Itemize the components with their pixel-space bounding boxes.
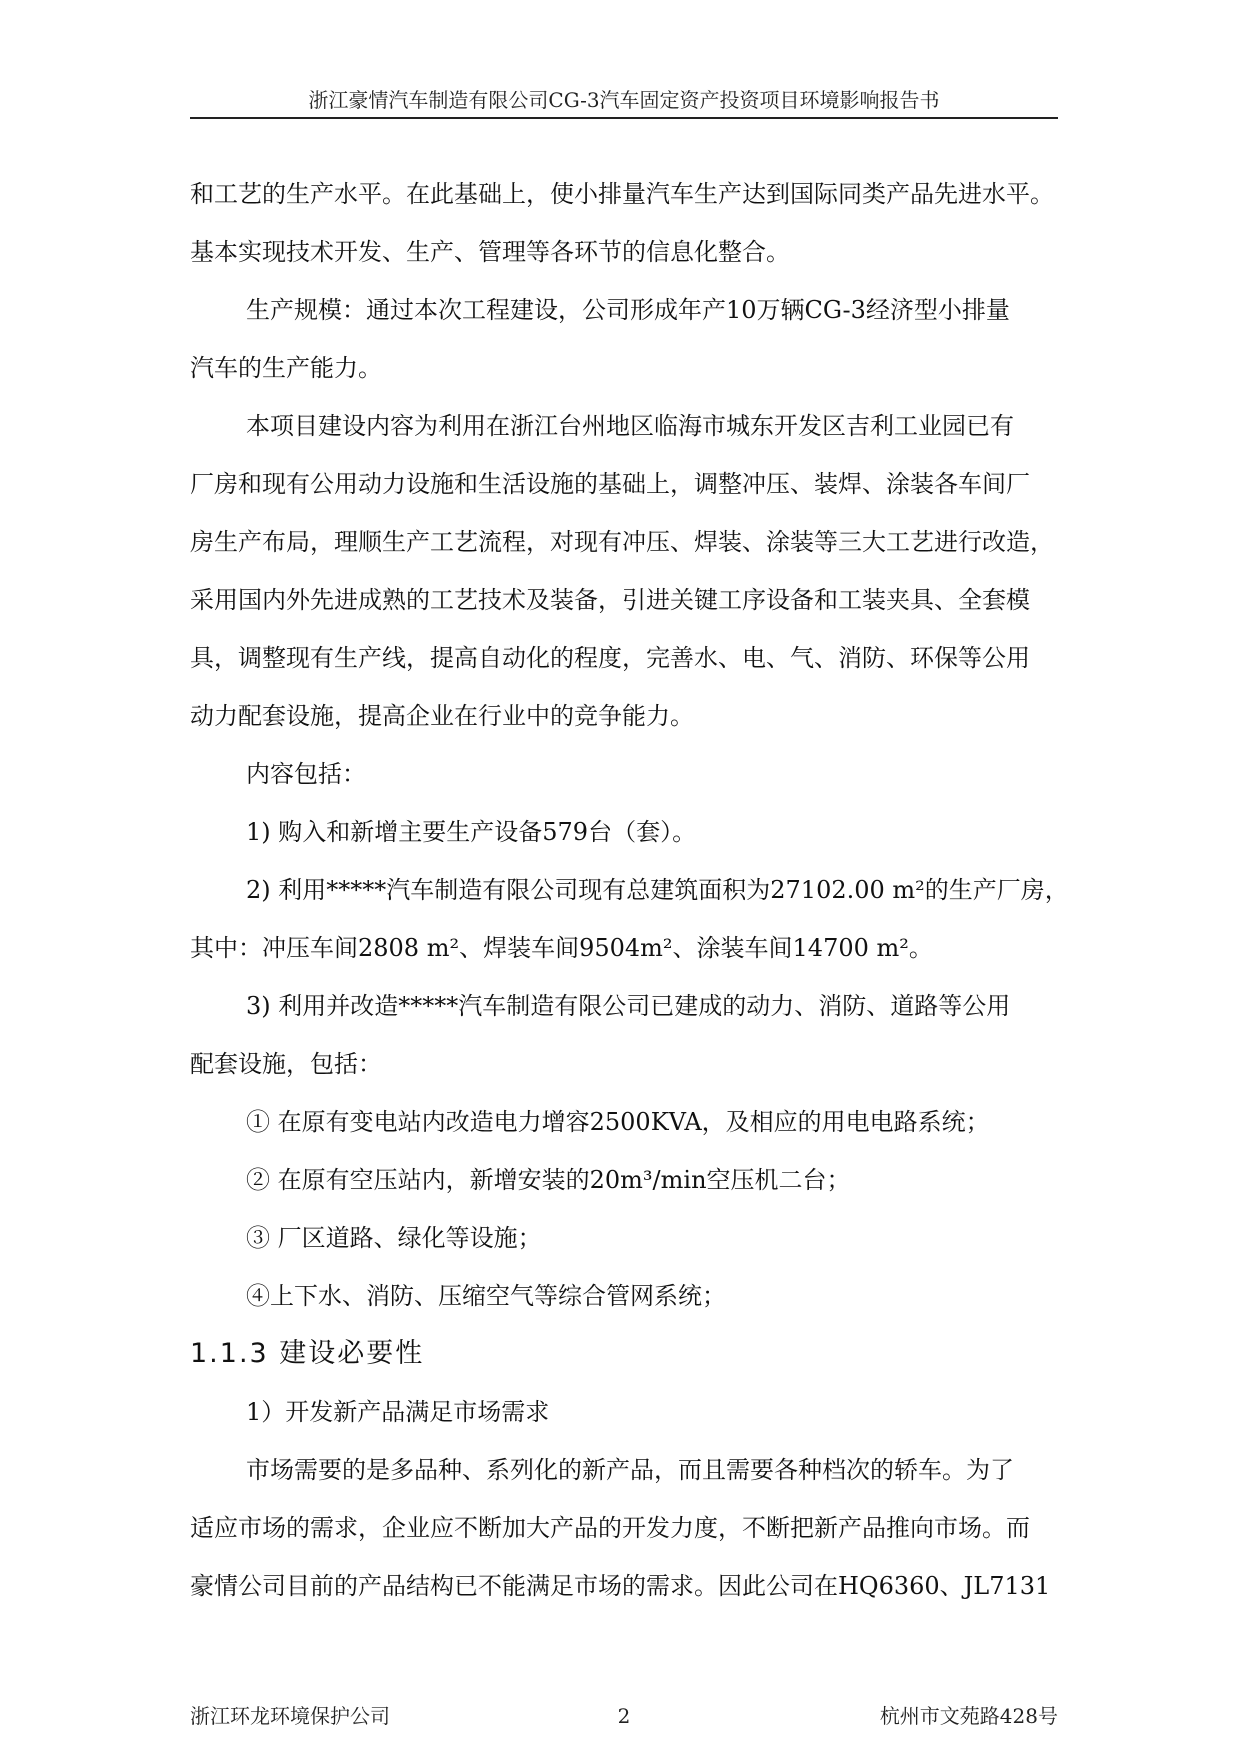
list-item: 1) 购入和新增主要生产设备579台（套）。 [246, 818, 697, 846]
paragraph-line: 汽车的生产能力。 [190, 354, 382, 382]
paragraph-line: 适应市场的需求，企业应不断加大产品的开发力度，不断把新产品推向市场。而 [190, 1514, 1030, 1542]
list-item: 3) 利用并改造*****汽车制造有限公司已建成的动力、消防、道路等公用 [246, 992, 1011, 1020]
paragraph-line: 和工艺的生产水平。在此基础上，使小排量汽车生产达到国际同类产品先进水平。 [190, 180, 1054, 208]
subsection-title: 1）开发新产品满足市场需求 [246, 1398, 550, 1426]
paragraph-line: 内容包括： [246, 760, 366, 788]
section-heading: 1.1.3 建设必要性 [190, 1338, 425, 1369]
list-item: ④上下水、消防、压缩空气等综合管网系统； [246, 1282, 726, 1310]
paragraph-line: 采用国内外先进成熟的工艺技术及装备，引进关键工序设备和工装夹具、全套模 [190, 586, 1030, 614]
page-number: 2 [617, 1704, 631, 1728]
paragraph-line: 配套设施，包括： [190, 1050, 382, 1078]
list-item: ② 在原有空压站内，新增安装的20m³/min空压机二台； [246, 1166, 851, 1194]
paragraph-line: 基本实现技术开发、生产、管理等各环节的信息化整合。 [190, 238, 790, 266]
paragraph-line: 本项目建设内容为利用在浙江台州地区临海市城东开发区吉利工业园已有 [246, 412, 1014, 440]
paragraph-line: 生产规模：通过本次工程建设，公司形成年产10万辆CG-3经济型小排量 [246, 296, 1010, 324]
list-item: ③ 厂区道路、绿化等设施； [246, 1224, 542, 1252]
paragraph-line: 具，调整现有生产线，提高自动化的程度，完善水、电、气、消防、环保等公用 [190, 644, 1030, 672]
paragraph-line: 市场需要的是多品种、系列化的新产品，而且需要各种档次的轿车。为了 [246, 1456, 1014, 1484]
document-body [190, 165, 1069, 1615]
footer-organization: 浙江环龙环境保护公司 [190, 1704, 390, 1728]
list-item: ① 在原有变电站内改造电力增容2500KVA，及相应的用电电路系统； [246, 1108, 990, 1136]
paragraph-line: 豪情公司目前的产品结构已不能满足市场的需求。因此公司在HQ6360、JL7131 [190, 1572, 1051, 1600]
paragraph-line: 其中：冲压车间2808 m²、焊装车间9504m²、涂装车间14700 m²。 [190, 934, 933, 962]
paragraph-line: 房生产布局，理顺生产工艺流程，对现有冲压、焊装、涂装等三大工艺进行改造， [190, 528, 1054, 556]
running-header: 浙江豪情汽车制造有限公司CG-3汽车固定资产投资项目环境影响报告书 [308, 88, 940, 112]
paragraph-line: 动力配套设施，提高企业在行业中的竞争能力。 [190, 702, 694, 730]
paragraph-line: 厂房和现有公用动力设施和生活设施的基础上，调整冲压、装焊、涂装各车间厂 [190, 470, 1030, 498]
footer-address: 杭州市文苑路428号 [879, 1704, 1058, 1728]
list-item: 2) 利用*****汽车制造有限公司现有总建筑面积为27102.00 m²的生产厂房， [246, 876, 1069, 904]
header-rule [190, 117, 1058, 119]
